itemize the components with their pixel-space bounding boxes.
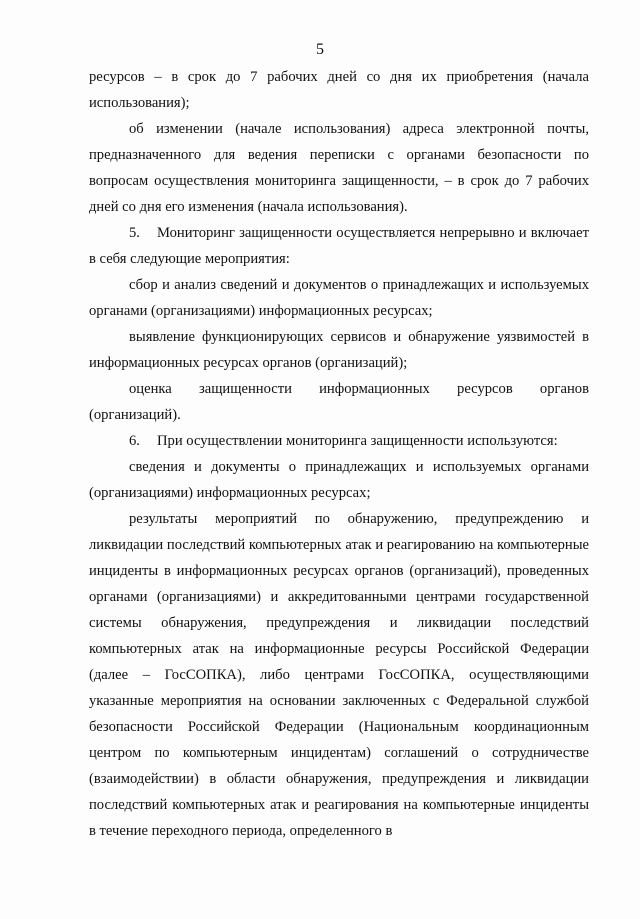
page-number: 5 [316,41,324,58]
paragraph-results: результаты мероприятий по обнаружению, предупреждению и ликвидации последствий компьютерных атак и реагированию на компьютерные инциденты в информационных ресурсах органов (организаций), проведенных органами (организациями) и аккредитованными центрами государственной системы обнаружения, предупреждения и ликвидации последствий компьютерных атак на информационные ресурсы Российской Федерации (далее – ГосСОПКА), либо центрами ГосСОПКА, осуществляющими указанные мероприятия на основании заключенных с Федеральной службой безопасности Российской Федерации (Национальным координационным центром по компьютерным инцидентам) соглашений о сотрудничестве (взаимодействии) в области обнаружения, предупреждения и ликвидации последствий компьютерных атак и реагирования на компьютерные инциденты в течение переходного периода, определенного в [89,511,589,839]
paragraph-documents: сведения и документы о принадлежащих и используемых органами (организациями) информационных ресурсах; [89,459,589,501]
paragraph-email-change: об изменении (начале использования) адреса электронной почты, предназначенного для ведения переписки с органами безопасности по вопросам осуществления мониторинга защищенности, – в срок до 7 рабочих дней со дня его изменения (начала использования). [89,121,589,215]
paragraph-detection: выявление функционирующих сервисов и обнаружение уязвимостей в информационных ресурсах органов (организаций); [89,329,589,371]
document-body [89,64,589,844]
paragraph-item-6-text: При осуществлении мониторинга защищенности используются: [157,433,558,449]
paragraph-assessment: оценка защищенности информационных ресурсов органов (организаций). [89,381,589,423]
paragraph-item-5 [89,220,589,272]
item-number: 6. [129,433,140,449]
paragraph-item-6 [89,428,589,454]
paragraph-continuation: ресурсов – в срок до 7 рабочих дней со дня их приобретения (начала использования); [89,69,589,111]
paragraph-collection: сбор и анализ сведений и документов о принадлежащих и используемых органами (организациями) информационных ресурсах; [89,277,589,319]
item-number: 5. [129,225,140,241]
paragraph-item-5-text: Мониторинг защищенности осуществляется непрерывно и включает в себя следующие мероприятия: [89,225,589,267]
